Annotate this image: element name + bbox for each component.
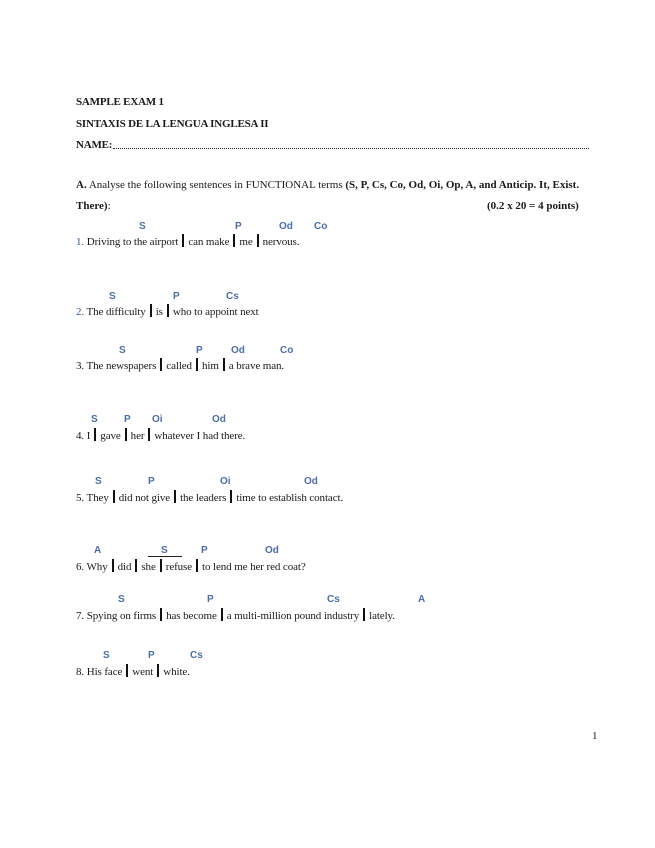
- function-label: Od: [304, 476, 318, 487]
- page-number: 1: [592, 730, 598, 742]
- segment: me: [239, 236, 253, 248]
- subject-underline: [148, 556, 182, 557]
- section-a-instruction-cont: [76, 200, 111, 212]
- sentence-7: [76, 608, 395, 622]
- segment: nervous.: [262, 236, 300, 248]
- constituent-divider: [174, 490, 176, 503]
- constituent-divider: [125, 428, 127, 441]
- segment: did: [117, 561, 132, 573]
- constituent-divider: [112, 559, 114, 572]
- instruction-terms-end: There): [76, 200, 108, 212]
- function-label: S: [161, 545, 168, 556]
- segment: Why: [86, 561, 108, 573]
- sentence-2: [76, 304, 259, 318]
- function-label: P: [173, 291, 180, 302]
- constituent-divider: [160, 559, 162, 572]
- constituent-divider: [160, 358, 162, 371]
- segment: refuse: [165, 561, 193, 573]
- function-label: Od: [231, 345, 245, 356]
- segment: I: [86, 430, 91, 442]
- segment: she: [141, 561, 156, 573]
- segment: went: [132, 666, 154, 678]
- sentence-number: 8.: [76, 666, 85, 678]
- sentence-8: [76, 664, 190, 678]
- constituent-divider: [363, 608, 365, 621]
- constituent-divider: [150, 304, 152, 317]
- section-letter: A.: [76, 179, 87, 191]
- function-label: Co: [314, 221, 328, 232]
- sentence-number: 4.: [76, 430, 85, 442]
- constituent-divider: [233, 234, 235, 247]
- function-label: S: [91, 414, 98, 425]
- function-label: Od: [279, 221, 293, 232]
- constituent-divider: [196, 559, 198, 572]
- constituent-divider: [148, 428, 150, 441]
- sentence-1: [76, 234, 299, 248]
- segment: lately.: [369, 610, 395, 622]
- function-label: Od: [212, 414, 226, 425]
- function-label: A: [418, 594, 426, 605]
- constituent-divider: [157, 664, 159, 677]
- segment: did not give: [118, 492, 171, 504]
- sentence-number: 2.: [76, 306, 85, 318]
- sentence-number: 1.: [76, 236, 85, 248]
- function-label: S: [118, 594, 125, 605]
- function-label: Cs: [327, 594, 340, 605]
- function-label: P: [196, 345, 203, 356]
- segment: whatever I had there.: [154, 430, 246, 442]
- section-a-instruction: [76, 179, 579, 191]
- function-label: Cs: [226, 291, 239, 302]
- constituent-divider: [257, 234, 259, 247]
- segment: is: [155, 306, 163, 318]
- segment: The difficulty: [86, 306, 146, 318]
- subject-title: SINTAXIS DE LA LENGUA INGLESA II: [76, 118, 269, 130]
- constituent-divider: [230, 490, 232, 503]
- sentence-4: [76, 428, 245, 442]
- segment: They: [86, 492, 109, 504]
- segment: has become: [166, 610, 217, 622]
- constituent-divider: [223, 358, 225, 371]
- constituent-divider: [94, 428, 96, 441]
- segment: him: [201, 360, 219, 372]
- exam-title: SAMPLE EXAM 1: [76, 96, 164, 108]
- segment: her: [130, 430, 145, 442]
- segment: who to appoint next: [172, 306, 259, 318]
- instruction-colon: :: [107, 200, 111, 212]
- segment: The newspapers: [86, 360, 157, 372]
- segment: the leaders: [180, 492, 227, 504]
- instruction-terms: (S, P, Cs, Co, Od, Oi, Op, A, and Anticip. It, Exist.: [345, 179, 580, 191]
- function-label: S: [119, 345, 126, 356]
- function-label: Od: [265, 545, 279, 556]
- function-label: P: [235, 221, 242, 232]
- function-label: P: [207, 594, 214, 605]
- segment: called: [166, 360, 192, 372]
- constituent-divider: [126, 664, 128, 677]
- segment: time to establish contact.: [236, 492, 344, 504]
- segment: a multi-million pound industry: [226, 610, 360, 622]
- function-label: S: [95, 476, 102, 487]
- segment: white.: [163, 666, 190, 678]
- name-label: NAME:: [76, 139, 113, 151]
- instruction-text: Analyse the following sentences in FUNCTIONAL terms: [88, 179, 343, 191]
- function-label: S: [139, 221, 146, 232]
- function-label: S: [109, 291, 116, 302]
- segment: Driving to the airport: [86, 236, 179, 248]
- sentence-number: 7.: [76, 610, 85, 622]
- constituent-divider: [160, 608, 162, 621]
- constituent-divider: [182, 234, 184, 247]
- constituent-divider: [196, 358, 198, 371]
- sentence-3: [76, 358, 284, 372]
- constituent-divider: [167, 304, 169, 317]
- function-label: P: [124, 414, 131, 425]
- sentence-number: 5.: [76, 492, 85, 504]
- sentence-5: [76, 490, 343, 504]
- segment: gave: [100, 430, 121, 442]
- sentence-6: [76, 559, 306, 573]
- sentence-number: 3.: [76, 360, 85, 372]
- segment: to lend me her red coat?: [202, 561, 306, 573]
- function-label: S: [103, 650, 110, 661]
- name-blank-line: [113, 148, 589, 149]
- segment: a brave man.: [228, 360, 285, 372]
- function-label: P: [201, 545, 208, 556]
- constituent-divider: [135, 559, 137, 572]
- constituent-divider: [113, 490, 115, 503]
- function-label: Cs: [190, 650, 203, 661]
- function-label: Oi: [220, 476, 231, 487]
- segment: can make: [188, 236, 230, 248]
- function-label: P: [148, 650, 155, 661]
- function-label: Oi: [152, 414, 163, 425]
- function-label: Co: [280, 345, 294, 356]
- segment: His face: [86, 666, 123, 678]
- constituent-divider: [221, 608, 223, 621]
- function-label: A: [94, 545, 102, 556]
- function-label: P: [148, 476, 155, 487]
- segment: Spying on firms: [86, 610, 157, 622]
- sentence-number: 6.: [76, 561, 85, 573]
- points-note: (0.2 x 20 = 4 points): [487, 200, 579, 212]
